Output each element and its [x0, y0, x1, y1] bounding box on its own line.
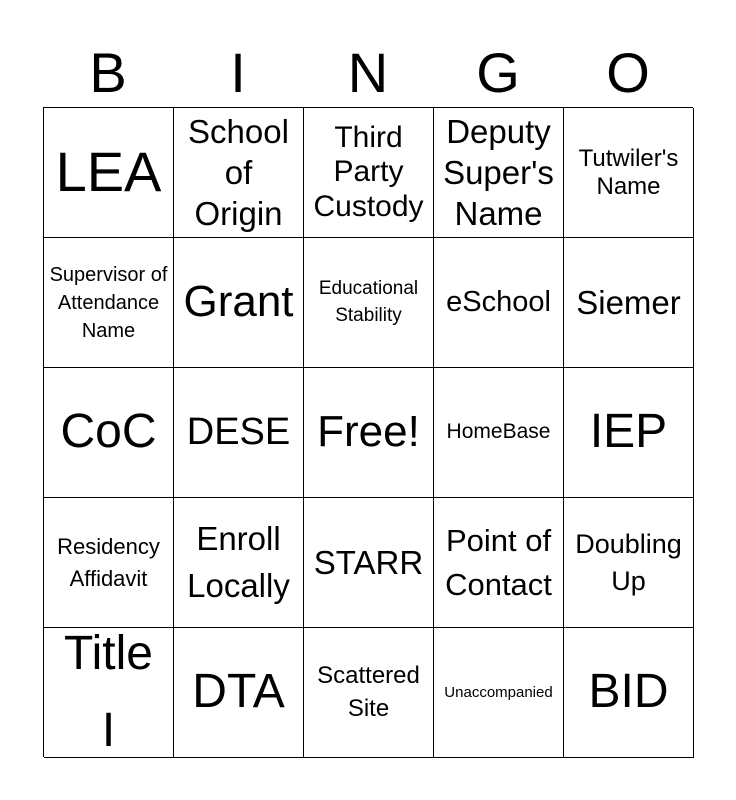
bingo-cell[interactable]	[174, 368, 304, 498]
cell-text: CoC	[60, 405, 157, 459]
bingo-cell[interactable]	[174, 498, 304, 628]
bingo-cell[interactable]	[564, 368, 694, 498]
cell-text: Enroll Locally	[187, 520, 290, 604]
cell-text: Scattered Site	[317, 662, 420, 722]
bingo-cell[interactable]	[564, 628, 694, 758]
bingo-cell[interactable]	[44, 368, 174, 498]
cell-text: Point of Contact	[445, 523, 552, 602]
bingo-header	[43, 40, 693, 106]
bingo-cell[interactable]	[174, 628, 304, 758]
cell-text: DESE	[186, 410, 291, 453]
bingo-cell[interactable]	[564, 108, 694, 238]
bingo-card	[43, 107, 693, 757]
bingo-cell[interactable]	[44, 498, 174, 628]
cell-text: Supervisor of Attendance Name	[49, 263, 168, 342]
cell-text: Grant	[183, 277, 294, 327]
header-letter-n: N	[347, 41, 389, 104]
bingo-cell[interactable]	[304, 108, 434, 238]
cell-text: IEP	[589, 405, 668, 459]
bingo-cell[interactable]	[434, 238, 564, 368]
cell-text: Doubling Up	[575, 529, 682, 596]
bingo-cell[interactable]	[434, 498, 564, 628]
bingo-cell[interactable]	[564, 238, 694, 368]
bingo-cell[interactable]	[434, 368, 564, 498]
cell-text: eSchool	[446, 285, 551, 318]
cell-text: Title I	[64, 628, 153, 757]
bingo-cell[interactable]	[304, 498, 434, 628]
cell-text: Residency Affidavit	[57, 533, 160, 591]
cell-text: School of Origin	[188, 112, 289, 233]
header-letter-i: I	[230, 41, 246, 104]
cell-text: LEA	[55, 140, 162, 204]
bingo-cell[interactable]	[304, 238, 434, 368]
bingo-cell[interactable]	[434, 108, 564, 238]
header-letter-o: O	[606, 41, 650, 104]
cell-text: Unaccompanied	[444, 683, 553, 701]
header-letter-b: B	[89, 41, 127, 104]
cell-text: Educational Stability	[318, 277, 419, 326]
bingo-cell[interactable]	[174, 108, 304, 238]
cell-text: Third Party Custody	[313, 120, 424, 223]
bingo-cell[interactable]	[564, 498, 694, 628]
cell-text: Siemer	[576, 283, 681, 321]
cell-text: BID	[588, 665, 669, 719]
cell-text: DTA	[192, 665, 285, 719]
cell-text: STARR	[313, 543, 424, 581]
bingo-cell[interactable]	[434, 628, 564, 758]
bingo-cell[interactable]	[304, 368, 434, 498]
bingo-cell[interactable]	[44, 238, 174, 368]
bingo-cell[interactable]	[44, 628, 174, 758]
cell-text: HomeBase	[446, 420, 551, 444]
cell-text: Tutwiler's Name	[578, 144, 679, 200]
bingo-cell[interactable]	[304, 628, 434, 758]
bingo-cell[interactable]	[174, 238, 304, 368]
cell-text: Free!	[317, 407, 420, 457]
bingo-cell[interactable]	[44, 108, 174, 238]
header-letter-g: G	[476, 41, 520, 104]
cell-text: Deputy Super's Name	[443, 112, 554, 233]
